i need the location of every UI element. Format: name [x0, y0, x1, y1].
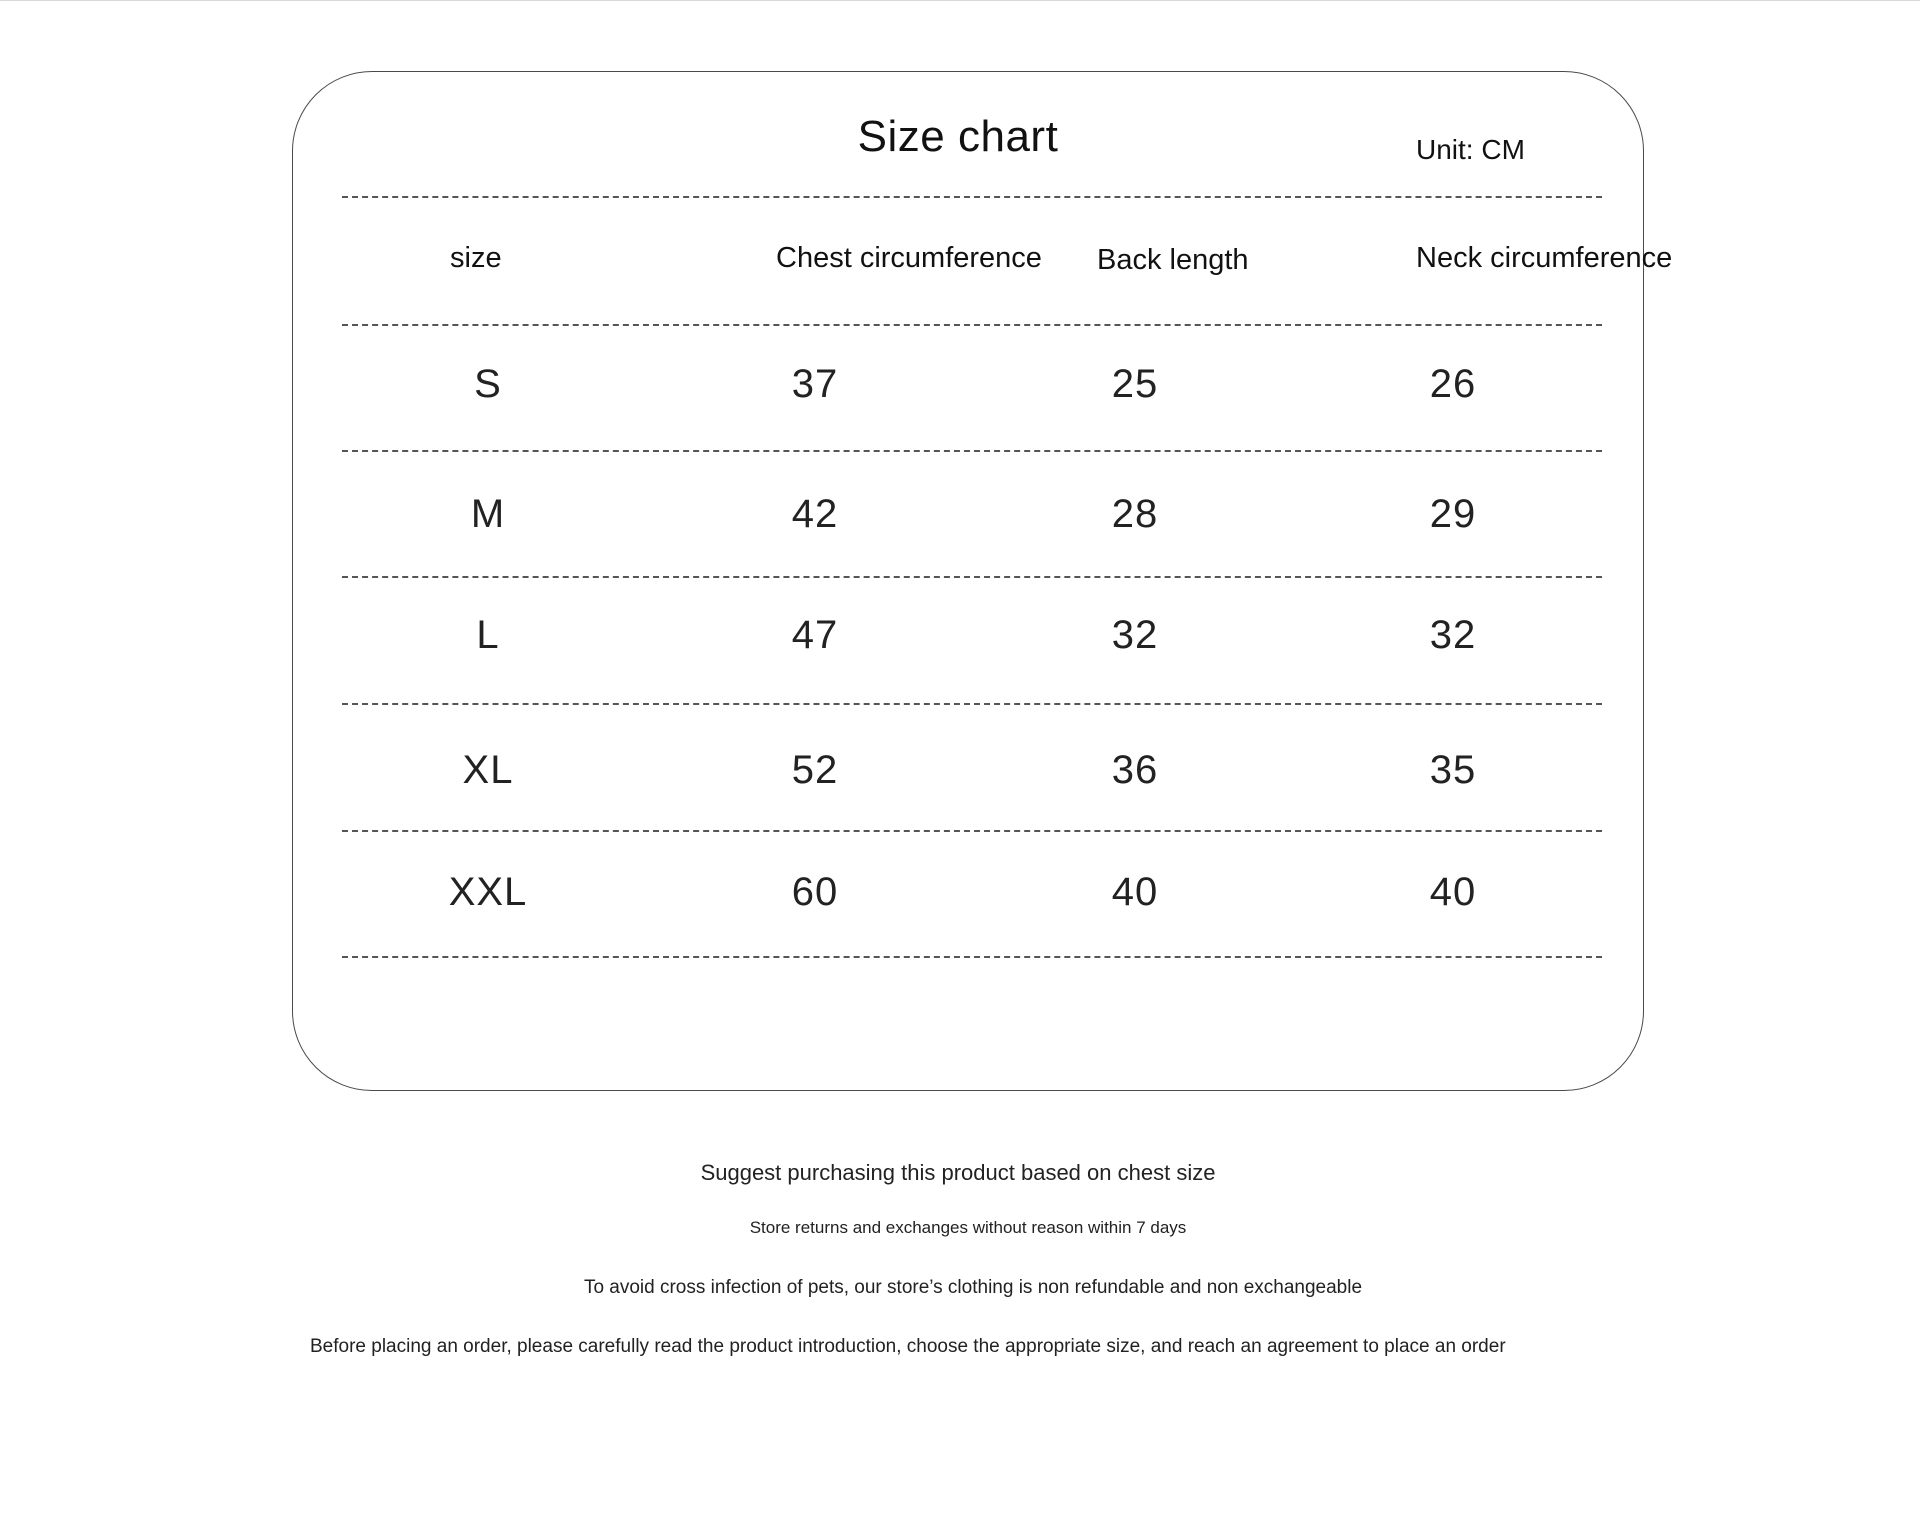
header-chest: Chest circumference — [776, 242, 1042, 274]
cell-size: XL — [462, 748, 514, 792]
cell-neck: 32 — [1429, 613, 1477, 657]
note-hygiene: To avoid cross infection of pets, our store’s clothing is non refundable and non exchangeable — [583, 1277, 1363, 1298]
cell-neck: 29 — [1429, 492, 1477, 536]
cell-chest: 52 — [791, 748, 839, 792]
header-back-length: Back length — [1097, 244, 1249, 276]
divider-dashed — [342, 196, 1602, 198]
divider-dashed — [342, 703, 1602, 705]
cell-back: 25 — [1111, 362, 1159, 406]
divider-dashed — [342, 830, 1602, 832]
divider-dashed — [342, 450, 1602, 452]
size-chart-card — [292, 71, 1644, 1091]
note-returns: Store returns and exchanges without reason within 7 days — [749, 1218, 1187, 1237]
cell-chest: 47 — [791, 613, 839, 657]
cell-chest: 60 — [791, 870, 839, 914]
cell-neck: 26 — [1429, 362, 1477, 406]
header-neck: Neck circumference — [1416, 242, 1673, 274]
divider-dashed — [342, 956, 1602, 958]
cell-back: 28 — [1111, 492, 1159, 536]
top-divider — [0, 0, 1920, 1]
cell-chest: 37 — [791, 362, 839, 406]
note-agreement: Before placing an order, please carefully read the product introduction, choose the appropriate size, and reach an agreement to place an order — [310, 1336, 1506, 1357]
cell-neck: 40 — [1429, 870, 1477, 914]
cell-back: 36 — [1111, 748, 1159, 792]
cell-size: XXL — [448, 870, 528, 914]
cell-size: M — [470, 492, 506, 536]
note-suggestion: Suggest purchasing this product based on chest size — [700, 1160, 1216, 1185]
cell-size: L — [476, 613, 500, 657]
divider-dashed — [342, 576, 1602, 578]
unit-label: Unit: CM — [1416, 134, 1525, 165]
divider-dashed — [342, 324, 1602, 326]
cell-neck: 35 — [1429, 748, 1477, 792]
header-size: size — [450, 242, 502, 274]
chart-title-text: Size chart — [857, 112, 1059, 161]
chart-title — [0, 112, 1920, 162]
cell-back: 32 — [1111, 613, 1159, 657]
cell-size: S — [474, 362, 502, 406]
cell-chest: 42 — [791, 492, 839, 536]
cell-back: 40 — [1111, 870, 1159, 914]
